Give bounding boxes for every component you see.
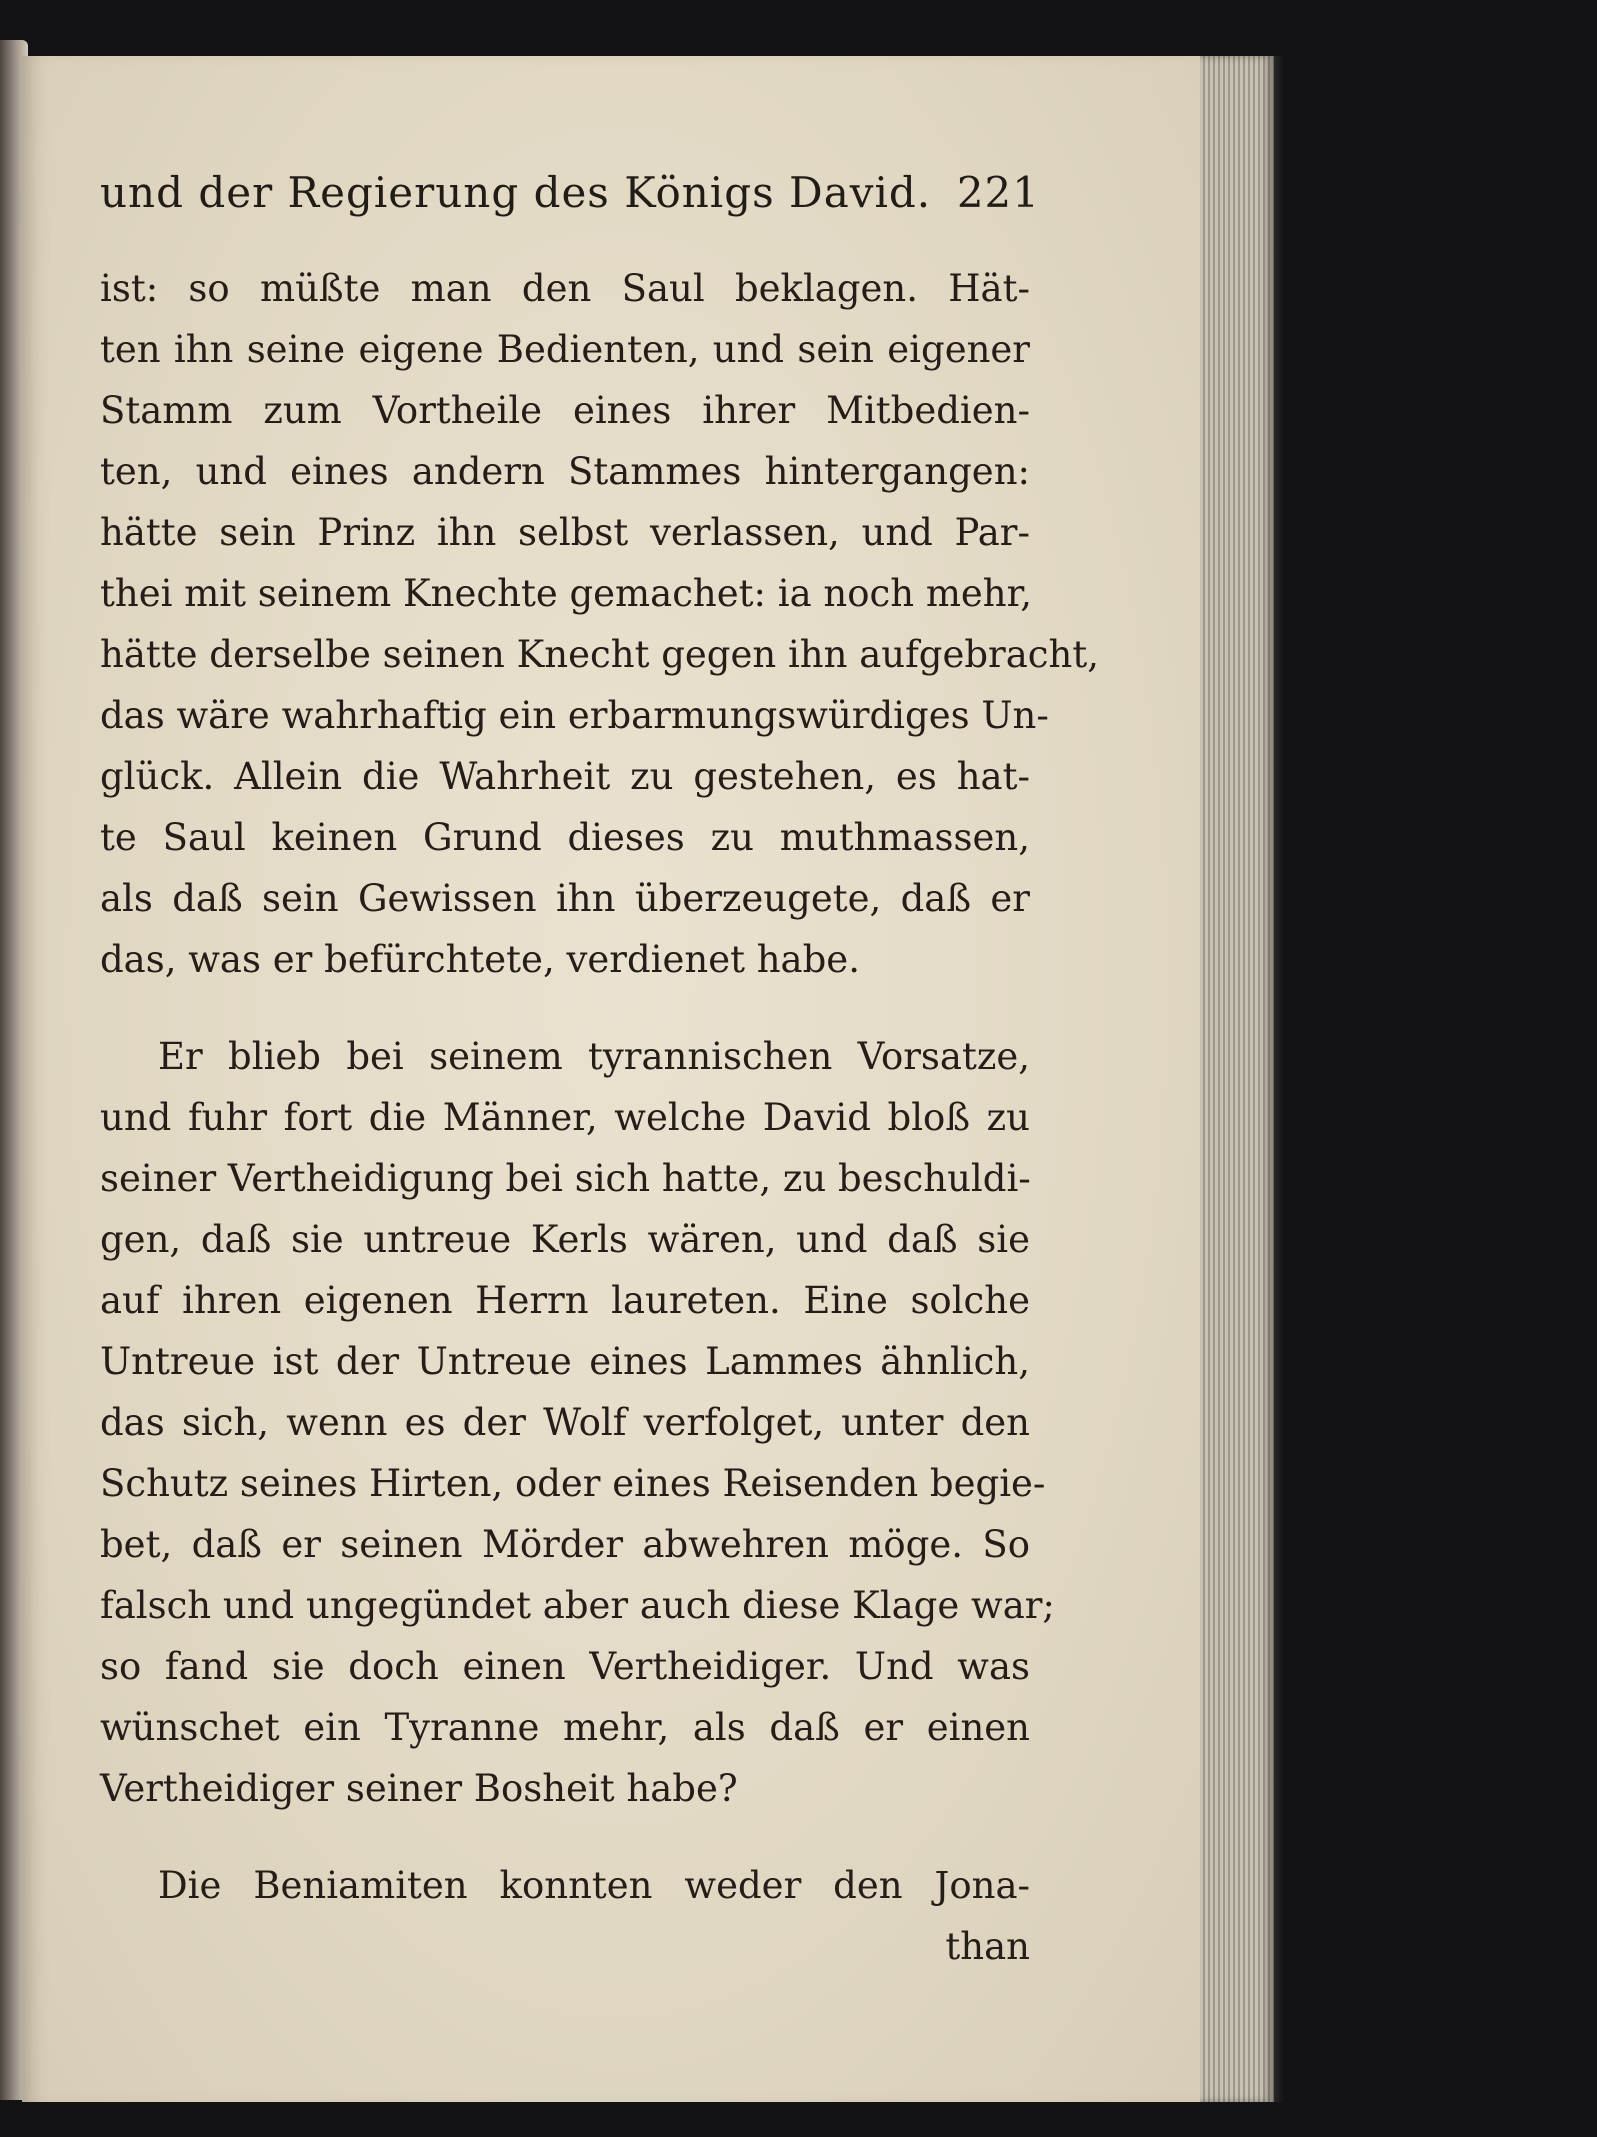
paragraph-gap [100,1819,1030,1855]
text-line: hätte sein Prinz ihn selbst verlassen, und Par- [100,511,1030,554]
text-line: wünschet ein Tyranne mehr, als daß er einen [100,1706,1030,1749]
text-line: falsch und ungegündet aber auch diese Klage war; [100,1584,1055,1627]
text-line: das, was er befürchtete, verdienet habe. [100,938,860,981]
running-head [100,168,1040,217]
text-line: das wäre wahrhaftig ein erbarmungswürdiges Un- [100,694,1049,737]
text-line: gen, daß sie untreue Kerls wären, und daß sie [100,1218,1030,1261]
text-line: bet, daß er seinen Mörder abwehren möge. So [100,1523,1030,1566]
text-line: seiner Vertheidigung bei sich hatte, zu beschuldi- [100,1157,1031,1200]
text-line: auf ihren eigenen Herrn laureten. Eine solche [100,1279,1030,1322]
page-block-edge [1200,56,1274,2102]
text-line: das sich, wenn es der Wolf verfolget, unter den [100,1401,1030,1444]
text-line: Untreue ist der Untreue eines Lammes ähnlich, [100,1340,1030,1383]
paragraph-gap [100,990,1030,1026]
body-text [100,258,1099,1977]
text-line: so fand sie doch einen Vertheidiger. Und was [100,1645,1030,1688]
text-line: glück. Allein die Wahrheit zu gestehen, es hat- [100,755,1030,798]
text-line: Stamm zum Vortheile eines ihrer Mitbedien- [100,389,1030,432]
text-line: ten ihn seine eigene Bedienten, und sein eigener [100,328,1030,371]
text-line: als daß sein Gewissen ihn überzeugete, daß er [100,877,1030,920]
text-line: ten, und eines andern Stammes hintergangen: [100,450,1030,493]
text-line: te Saul keinen Grund dieses zu muthmassen, [100,816,1030,859]
text-line: ist: so müßte man den Saul beklagen. Hät- [100,267,1030,310]
page-number: 221 [956,168,1040,217]
catchword: than [945,1925,1030,1968]
text-line: Die Beniamiten konnten weder den Jona- [158,1864,1030,1907]
text-line: hätte derselbe seinen Knecht gegen ihn aufgebracht, [100,633,1099,676]
text-line: und fuhr fort die Männer, welche David bloß zu [100,1096,1030,1139]
book-shadow [1274,56,1284,2102]
running-head-title: und der Regierung des Königs David. [100,168,932,217]
text-line: Schutz seines Hirten, oder eines Reisenden begie- [100,1462,1046,1505]
text-line: Er blieb bei seinem tyrannischen Vorsatze, [158,1035,1030,1078]
text-line: thei mit seinem Knechte gemachet: ia noch mehr, [100,572,1033,615]
text-line: Vertheidiger seiner Bosheit habe? [100,1767,738,1810]
